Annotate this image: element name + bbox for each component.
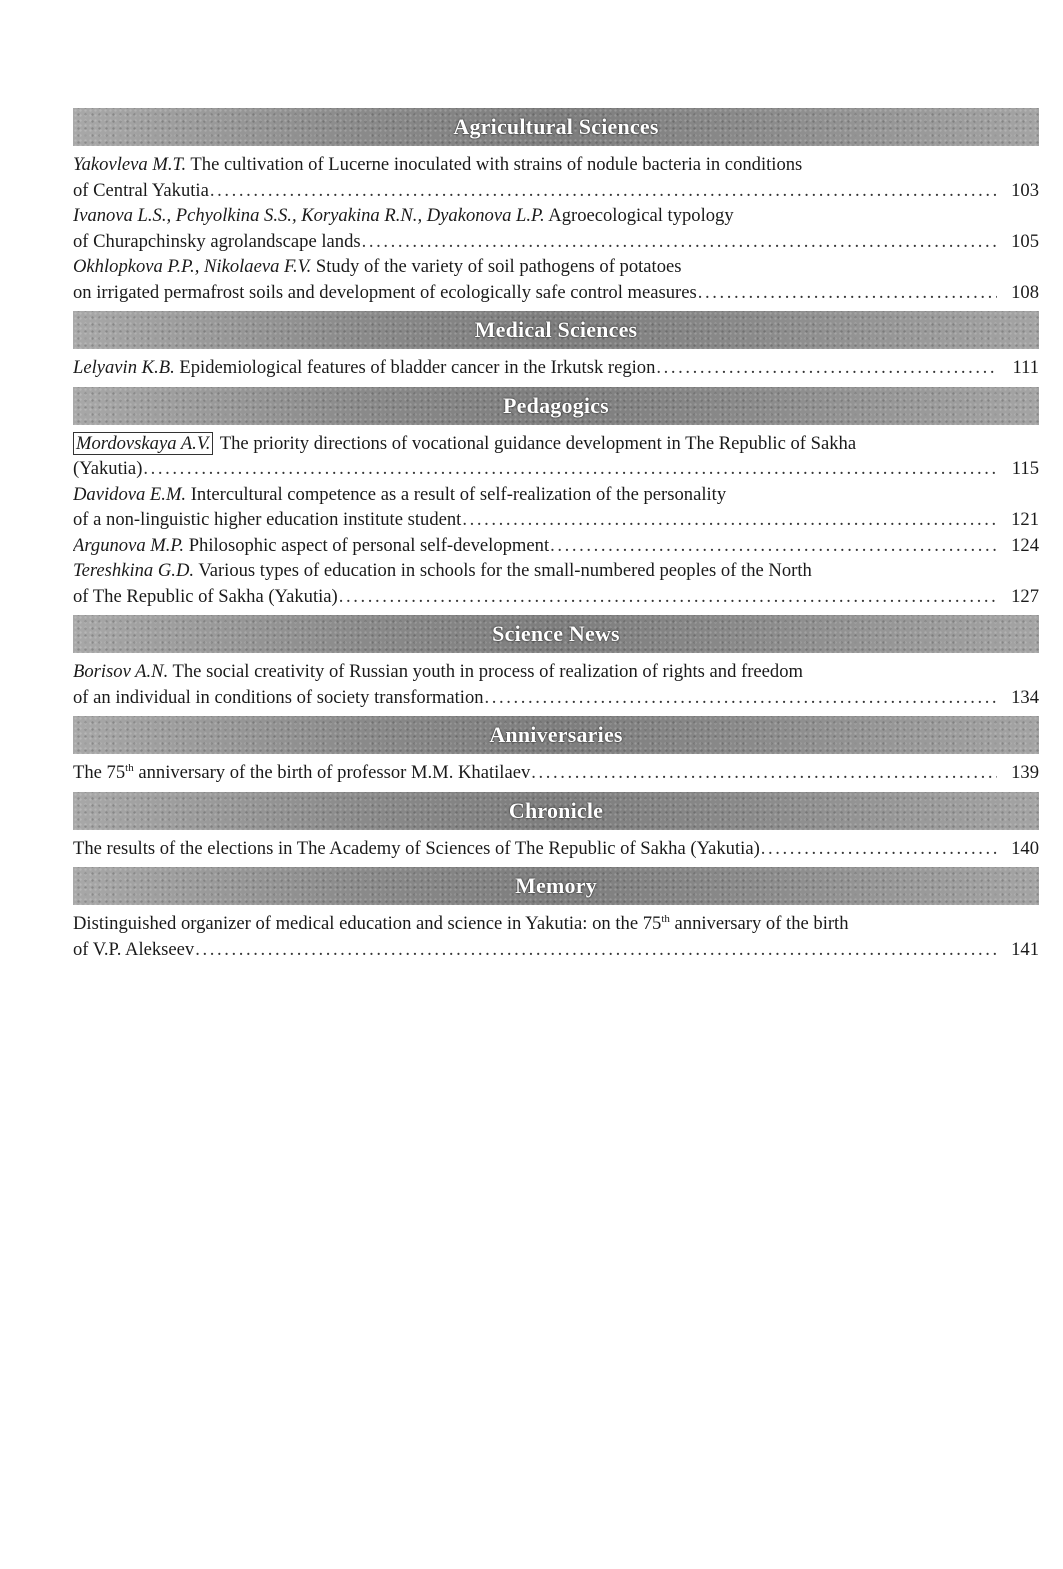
- page-number: 127: [1011, 585, 1039, 607]
- toc-entry[interactable]: [73, 911, 1039, 962]
- entry-title-continued: (Yakutia): [73, 458, 143, 479]
- entry-title: The results of the elections in The Academy of Sciences of The Republic of Sakha (Yakutia): [73, 837, 760, 859]
- entry-title: The social creativity of Russian youth in process of realization of rights and freedom: [168, 661, 803, 682]
- dot-leader: [362, 229, 997, 255]
- toc-entry[interactable]: [73, 482, 1039, 533]
- toc-entry[interactable]: [73, 152, 1039, 203]
- entry-title-continued: of V.P. Alekseev: [73, 938, 195, 960]
- entry-authors: Yakovleva M.T.: [73, 154, 187, 175]
- section-header-bar: [73, 792, 1039, 830]
- page-number: 141: [1011, 938, 1039, 960]
- section-header-bar: [73, 867, 1039, 905]
- section-title: Pedagogics: [503, 392, 609, 418]
- page-number: 105: [1011, 230, 1039, 252]
- section-title: Chronicle: [508, 797, 604, 823]
- entry-authors: Borisov A.N.: [73, 661, 169, 682]
- section-title: Agricultural Sciences: [453, 114, 659, 139]
- entry-authors: Lelyavin K.B.: [73, 357, 175, 378]
- section-pedagogics: [73, 387, 1039, 616]
- dot-leader: [761, 836, 997, 862]
- ordinal-suffix: th: [125, 761, 134, 774]
- entry-title: Philosophic aspect of personal self-development: [184, 534, 550, 556]
- page-number: 140: [1011, 837, 1039, 859]
- entry-title-continued: on irrigated permafrost soils and development of ecologically safe control measures: [73, 281, 697, 303]
- entry-title: Intercultural competence as a result of self-realization of the personality: [186, 483, 727, 505]
- toc-entry[interactable]: [73, 355, 1039, 381]
- section-memory: [73, 867, 1039, 968]
- entry-authors: Tereshkina G.D.: [73, 560, 195, 581]
- section-anniversaries: [73, 716, 1039, 792]
- toc-entry[interactable]: [73, 431, 1039, 482]
- section-header-bar: [73, 716, 1039, 754]
- entry-title-continued: of The Republic of Sakha (Yakutia): [73, 585, 338, 607]
- table-of-contents: [73, 108, 1039, 968]
- entry-title: Study of the variety of soil pathogens of potatoes: [311, 256, 682, 277]
- toc-entry[interactable]: [73, 254, 1039, 305]
- dot-leader: [485, 685, 997, 711]
- dot-leader: [550, 533, 997, 559]
- section-header-bar: [73, 615, 1039, 653]
- entry-authors: Davidova E.M.: [73, 483, 187, 505]
- section-agricultural-sciences: [73, 108, 1039, 311]
- page-number: 115: [1011, 458, 1039, 479]
- dot-leader: [531, 760, 997, 786]
- page-number: 111: [1012, 357, 1039, 378]
- section-medical-sciences: [73, 311, 1039, 387]
- entry-title-continued: of a non-linguistic higher education institute student: [73, 509, 462, 530]
- entry-title: Agroecological typology: [544, 205, 734, 226]
- dot-leader: [339, 584, 997, 610]
- dot-leader: [656, 355, 997, 381]
- entry-title-continued: of Central Yakutia: [73, 179, 209, 201]
- section-title: Memory: [515, 873, 597, 898]
- entry-title: The priority directions of vocational guidance development in The Republic of Sakha: [215, 432, 857, 454]
- entry-title-continued: of Churapchinsky agrolandscape lands: [73, 230, 361, 252]
- toc-entry[interactable]: [73, 558, 1039, 609]
- page-number: 134: [1011, 686, 1039, 708]
- toc-entry[interactable]: [73, 203, 1039, 254]
- entry-authors-highlighted: Mordovskaya A.V.: [73, 432, 213, 455]
- dot-leader: [143, 456, 997, 482]
- dot-leader: [195, 937, 997, 963]
- entry-title-continued: of an individual in conditions of society transformation: [73, 686, 484, 708]
- entry-authors: Ivanova L.S., Pchyolkina S.S., Koryakina R.N., Dyakonova L.P.: [73, 205, 545, 226]
- dot-leader: [462, 507, 997, 533]
- toc-entry[interactable]: [73, 659, 1039, 710]
- section-header-bar: [73, 108, 1039, 146]
- dot-leader: [698, 280, 997, 306]
- ordinal-suffix: th: [661, 912, 670, 925]
- section-title: Medical Sciences: [474, 317, 638, 342]
- dot-leader: [210, 178, 997, 204]
- toc-entry[interactable]: [73, 760, 1039, 786]
- page-number: 139: [1011, 762, 1039, 783]
- entry-title: The cultivation of Lucerne inoculated with strains of nodule bacteria in conditions: [186, 154, 803, 175]
- entry-title: Various types of education in schools for the small-numbered peoples of the North: [194, 560, 812, 581]
- entry-title: Distinguished organizer of medical education and science in Yakutia: on the 75th anniversary of the birth: [73, 912, 849, 934]
- entry-title: The 75th anniversary of the birth of professor M.M. Khatilaev: [73, 761, 531, 783]
- section-chronicle: [73, 792, 1039, 868]
- page-number: 103: [1011, 179, 1039, 201]
- page-number: 121: [1011, 509, 1039, 530]
- entry-authors: Argunova M.P.: [73, 534, 185, 556]
- section-science-news: [73, 615, 1039, 716]
- section-header-bar: [73, 387, 1039, 425]
- section-header-bar: [73, 311, 1039, 349]
- entry-title: Epidemiological features of bladder cancer in the Irkutsk region: [174, 357, 656, 378]
- toc-entry[interactable]: [73, 836, 1039, 862]
- toc-entry[interactable]: [73, 533, 1039, 559]
- section-title: Science News: [492, 621, 620, 646]
- page-number: 124: [1011, 534, 1039, 556]
- page-number: 108: [1011, 281, 1039, 303]
- section-title: Anniversaries: [489, 722, 623, 747]
- entry-authors: Okhlopkova P.P., Nikolaeva F.V.: [73, 256, 312, 277]
